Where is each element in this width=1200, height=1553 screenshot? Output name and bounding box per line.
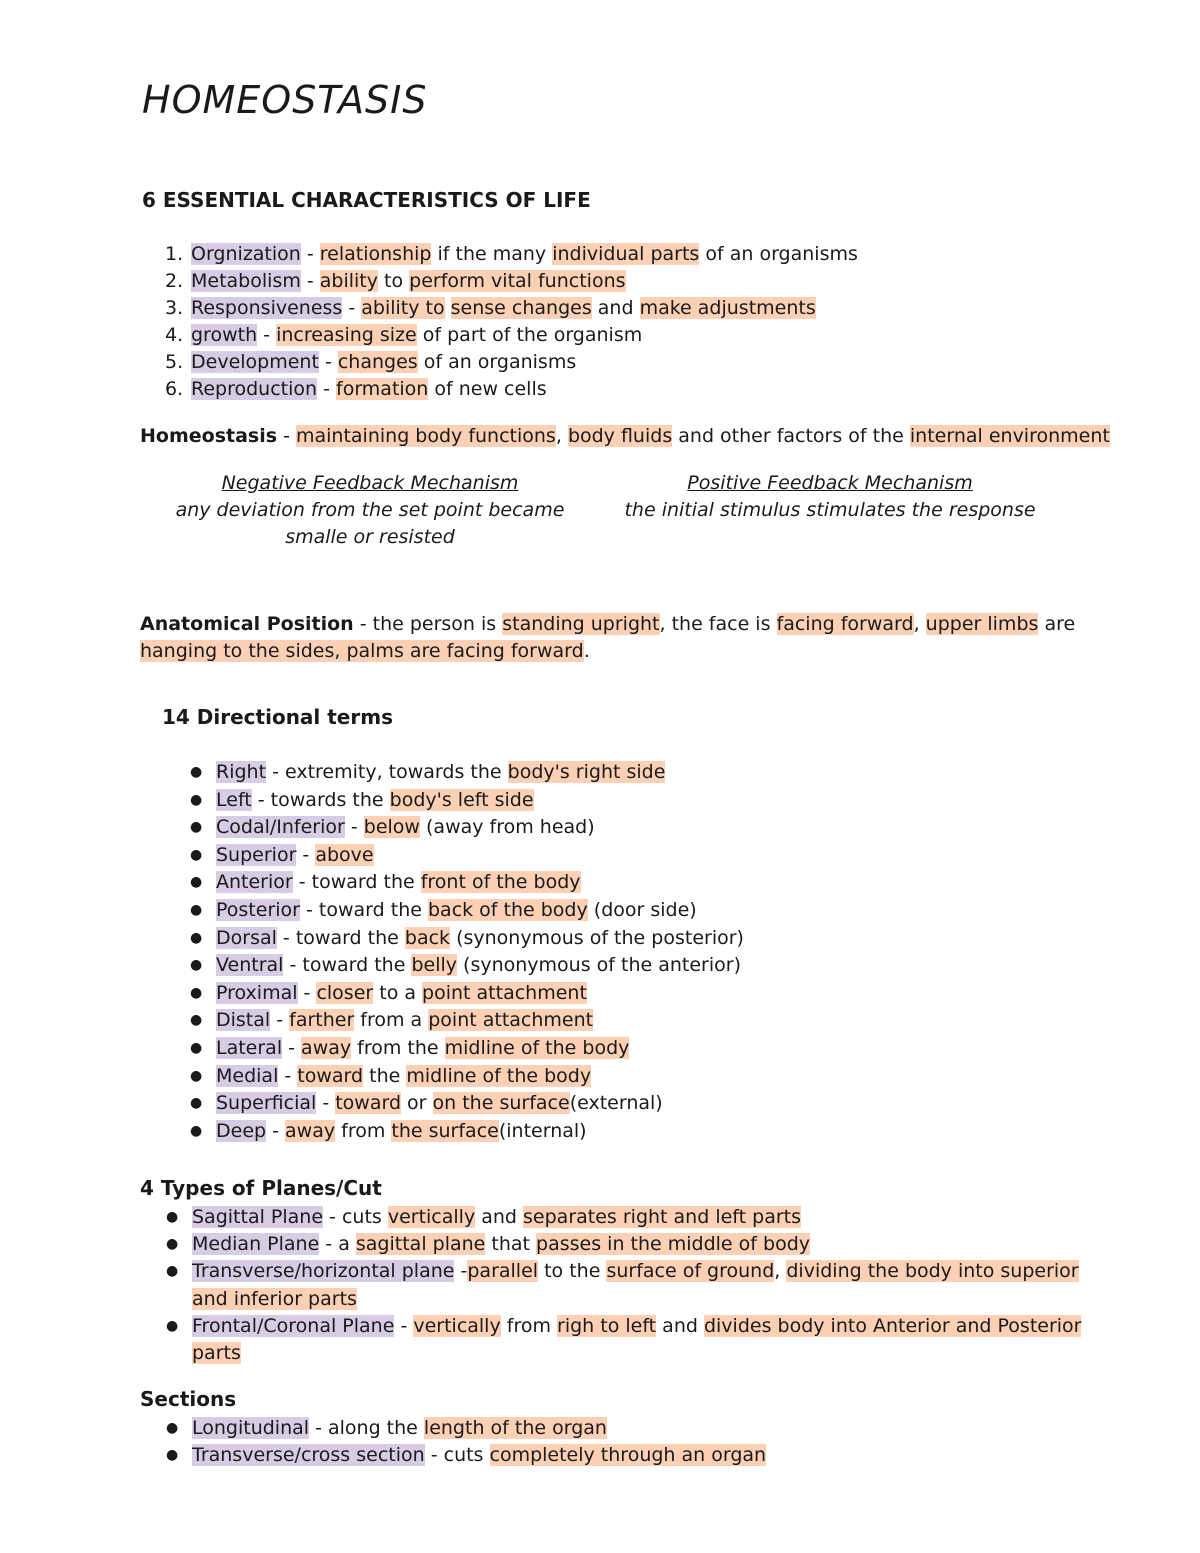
highlight: away xyxy=(285,1119,336,1142)
text: and xyxy=(656,1314,704,1337)
text: - cuts xyxy=(424,1444,490,1467)
list-item xyxy=(165,241,858,268)
bullet-dot-icon: ● xyxy=(190,764,203,780)
highlight: righ to left xyxy=(557,1314,657,1337)
highlight: relationship xyxy=(319,243,432,265)
text: - xyxy=(266,1119,286,1142)
text: - xyxy=(454,1260,468,1283)
positive-feedback-block xyxy=(610,470,1050,524)
term-highlight: Transverse/cross section xyxy=(192,1444,425,1467)
text: if the many xyxy=(431,243,553,265)
text: - xyxy=(394,1314,414,1337)
highlight: front of the body xyxy=(420,871,581,894)
highlight: parallel xyxy=(467,1260,539,1283)
list-number: 5. xyxy=(165,351,184,373)
text: - along the xyxy=(309,1417,424,1439)
term-highlight: Median Plane xyxy=(192,1233,320,1256)
list-item xyxy=(166,1231,810,1258)
text: - towards the xyxy=(251,788,390,811)
list-item xyxy=(190,925,744,952)
list-item-continuation xyxy=(166,1340,241,1367)
highlight: back of the body xyxy=(427,899,588,921)
text: or xyxy=(401,1092,433,1115)
negative-feedback-line2: smalle or resisted xyxy=(285,526,455,548)
list-item xyxy=(165,349,576,376)
highlight: standing upright xyxy=(502,613,660,635)
highlight: facing forward xyxy=(776,613,914,635)
bullet-dot-icon: ● xyxy=(190,846,203,863)
homeostasis-term: Homeostasis xyxy=(140,425,278,447)
list-number: 6. xyxy=(165,378,184,400)
text: of an organisms xyxy=(417,351,577,373)
list-item xyxy=(166,1442,766,1469)
term-highlight: Reproduction xyxy=(191,378,318,400)
highlight: passes in the middle of body xyxy=(536,1233,811,1256)
bullet-dot-icon: ● xyxy=(190,1040,203,1056)
positive-feedback-title: Positive Feedback Mechanism xyxy=(687,472,973,494)
term-highlight: Proximal xyxy=(216,981,298,1004)
text: to a xyxy=(373,981,423,1004)
highlight: maintaining body functions xyxy=(295,425,556,447)
text: the xyxy=(363,1064,407,1087)
term-highlight: Responsiveness xyxy=(191,297,343,319)
highlight: and inferior parts xyxy=(192,1287,357,1310)
text: of an organisms xyxy=(699,243,858,265)
highlight: midline of the body xyxy=(406,1064,592,1087)
text: (internal) xyxy=(498,1119,587,1142)
text: - toward the xyxy=(283,954,412,977)
list-item xyxy=(190,1063,591,1090)
text: that xyxy=(485,1233,537,1256)
highlight: internal environment xyxy=(909,425,1110,447)
text: , the face is xyxy=(659,613,777,635)
text: , xyxy=(555,425,568,447)
anatomical-position-line1 xyxy=(140,611,1075,638)
text: , xyxy=(913,613,926,635)
list-item xyxy=(190,1090,663,1117)
text: - xyxy=(316,1092,336,1115)
text: - xyxy=(257,324,277,346)
highlight: perform vital functions xyxy=(409,270,626,292)
highlight: individual parts xyxy=(552,243,700,265)
highlight: changes xyxy=(337,351,418,373)
highlight: point attachment xyxy=(428,1009,594,1032)
term-highlight: Deep xyxy=(216,1119,267,1142)
highlight: sagittal plane xyxy=(355,1233,486,1256)
term-highlight: Dorsal xyxy=(216,926,277,949)
highlight: farther xyxy=(289,1009,355,1032)
bullet-dot-icon: ● xyxy=(166,1236,179,1253)
text: - xyxy=(342,297,362,319)
highlight: body's right side xyxy=(507,761,666,783)
list-number: 4. xyxy=(165,324,184,346)
list-item xyxy=(190,814,595,841)
term-highlight: Superior xyxy=(216,843,297,866)
text: - extremity, towards the xyxy=(266,761,508,783)
list-number: 1. xyxy=(165,243,184,265)
text: . xyxy=(583,640,590,662)
highlight: above xyxy=(315,843,374,866)
highlight: hanging to the sides, palms are facing forward xyxy=(140,640,584,662)
list-number: 3. xyxy=(165,297,184,319)
list-item xyxy=(190,952,741,979)
text: and xyxy=(591,297,640,319)
list-number: 2. xyxy=(165,270,184,292)
text: - xyxy=(300,270,320,292)
highlight: on the surface xyxy=(432,1092,570,1115)
highlight: separates right and left parts xyxy=(523,1206,801,1228)
text: to the xyxy=(538,1260,607,1283)
list-item xyxy=(165,268,626,295)
term-highlight: Right xyxy=(216,761,267,783)
highlight: divides body into Anterior and Posterior xyxy=(703,1314,1082,1337)
text: of new cells xyxy=(428,378,547,400)
term-highlight: growth xyxy=(191,324,258,346)
highlight: toward xyxy=(297,1064,364,1087)
text: from xyxy=(500,1314,558,1337)
highlight: belly xyxy=(411,954,457,977)
bullet-dot-icon: ● xyxy=(190,957,203,974)
highlight: sense changes xyxy=(450,297,592,319)
highlight: body's left side xyxy=(389,788,534,811)
highlight: vertically xyxy=(413,1314,501,1337)
bullet-dot-icon: ● xyxy=(166,1209,179,1225)
text: (synonymous of the posterior) xyxy=(450,926,744,949)
term-highlight: Distal xyxy=(216,1009,271,1032)
list-item xyxy=(166,1204,801,1231)
bullet-dot-icon: ● xyxy=(190,1122,203,1139)
homeostasis-definition xyxy=(140,423,1110,450)
bullet-dot-icon: ● xyxy=(190,902,203,918)
highlight: length of the organ xyxy=(423,1417,607,1439)
text: - xyxy=(318,351,338,373)
term-highlight: Ventral xyxy=(216,954,284,977)
page-title: HOMEOSTASIS xyxy=(142,78,428,122)
characteristics-heading: 6 ESSENTIAL CHARACTERISTICS OF LIFE xyxy=(142,188,591,212)
text xyxy=(445,297,451,319)
term-highlight: Metabolism xyxy=(191,270,301,292)
text: and other factors of the xyxy=(672,425,910,447)
list-item xyxy=(190,842,374,869)
list-item xyxy=(190,787,534,814)
highlight: the surface xyxy=(391,1119,499,1142)
text: (away from head) xyxy=(419,816,595,839)
list-item xyxy=(190,1007,593,1034)
bullet-dot-icon: ● xyxy=(166,1317,179,1334)
text: - xyxy=(297,981,317,1004)
bullet-dot-icon: ● xyxy=(166,1420,179,1436)
bullet-dot-icon: ● xyxy=(166,1263,179,1280)
highlight: below xyxy=(363,816,420,839)
highlight: ability xyxy=(319,270,378,292)
text: from a xyxy=(354,1009,429,1032)
negative-feedback-block xyxy=(160,470,580,551)
bullet-dot-icon: ● xyxy=(190,1012,203,1029)
term-highlight: Lateral xyxy=(216,1037,283,1059)
list-item xyxy=(166,1258,1079,1285)
planes-heading: 4 Types of Planes/Cut xyxy=(140,1176,382,1200)
list-item xyxy=(190,980,587,1007)
text: of part of the organism xyxy=(416,324,643,346)
directional-heading: 14 Directional terms xyxy=(162,705,393,729)
text: - xyxy=(317,378,336,400)
list-item xyxy=(165,322,642,349)
term-highlight: Longitudinal xyxy=(192,1417,310,1439)
term-highlight: Sagittal Plane xyxy=(192,1206,324,1228)
bullet-dot-icon: ● xyxy=(190,874,203,891)
text: - a xyxy=(319,1233,356,1256)
highlight: parts xyxy=(192,1342,241,1364)
bullet-dot-icon: ● xyxy=(190,1067,203,1084)
text: to xyxy=(378,270,410,292)
text: , xyxy=(774,1260,787,1283)
list-item xyxy=(165,295,816,322)
highlight: increasing size xyxy=(276,324,417,346)
text: and xyxy=(475,1206,524,1228)
list-item xyxy=(165,376,547,403)
text: - xyxy=(270,1009,290,1032)
highlight: body fluids xyxy=(567,425,673,447)
highlight: ability to xyxy=(361,297,445,319)
list-item xyxy=(166,1415,607,1442)
text: (door side) xyxy=(587,899,697,921)
list-item xyxy=(190,1035,629,1062)
sections-heading: Sections xyxy=(140,1387,237,1411)
text: - xyxy=(296,843,316,866)
highlight: midline of the body xyxy=(444,1037,630,1059)
text: - xyxy=(278,1064,298,1087)
anatomical-position-line2 xyxy=(140,638,590,665)
term-highlight: Left xyxy=(216,788,252,811)
text: are xyxy=(1038,613,1076,635)
text: - cuts xyxy=(323,1206,388,1228)
negative-feedback-line1: any deviation from the set point became xyxy=(175,499,565,521)
highlight: completely through an organ xyxy=(489,1444,767,1467)
separator: - xyxy=(277,425,296,447)
list-item xyxy=(166,1313,1081,1340)
term-highlight: Anterior xyxy=(216,871,293,894)
highlight: vertically xyxy=(387,1206,476,1228)
highlight: point attachment xyxy=(422,981,587,1004)
list-item xyxy=(190,869,581,896)
highlight: formation xyxy=(336,378,429,400)
bullet-dot-icon: ● xyxy=(190,819,203,836)
text: from the xyxy=(351,1037,445,1059)
term-highlight: Codal/Inferior xyxy=(216,816,345,839)
list-item xyxy=(190,759,665,786)
list-item-continuation xyxy=(166,1286,357,1313)
highlight: toward xyxy=(335,1092,402,1115)
term-highlight: Posterior xyxy=(216,899,300,921)
bullet-dot-icon: ● xyxy=(190,929,203,946)
highlight: make adjustments xyxy=(639,297,816,319)
term-highlight: Transverse/horizontal plane xyxy=(192,1260,455,1283)
text: (external) xyxy=(569,1092,663,1115)
anatomical-term: Anatomical Position xyxy=(140,613,354,635)
text: - toward the xyxy=(292,871,421,894)
bullet-dot-icon: ● xyxy=(166,1447,179,1464)
term-highlight: Superficial xyxy=(216,1092,317,1115)
term-highlight: Development xyxy=(191,351,319,373)
highlight: back xyxy=(404,926,451,949)
highlight: upper limbs xyxy=(925,613,1039,635)
term-highlight: Frontal/Coronal Plane xyxy=(192,1314,395,1337)
term-highlight: Orgnization xyxy=(191,243,301,265)
text: (synonymous of the anterior) xyxy=(457,954,741,977)
text: - xyxy=(344,816,364,839)
bullet-dot-icon: ● xyxy=(190,984,203,1001)
text: - xyxy=(282,1037,302,1059)
text: - xyxy=(300,243,320,265)
positive-feedback-line1: the initial stimulus stimulates the response xyxy=(624,499,1036,521)
term-highlight: Medial xyxy=(216,1064,279,1087)
bullet-dot-icon: ● xyxy=(190,1095,203,1112)
negative-feedback-title: Negative Feedback Mechanism xyxy=(221,472,519,494)
list-item xyxy=(190,897,697,924)
highlight: closer xyxy=(316,981,374,1004)
highlight: away xyxy=(301,1037,352,1059)
text: from xyxy=(335,1119,392,1142)
text: - toward the xyxy=(299,899,428,921)
bullet-dot-icon: ● xyxy=(190,791,203,808)
highlight: dividing the body into superior xyxy=(786,1260,1079,1283)
text: - the person is xyxy=(353,613,503,635)
list-item xyxy=(190,1118,587,1145)
highlight: surface of ground xyxy=(606,1260,775,1283)
text: - toward the xyxy=(276,926,405,949)
